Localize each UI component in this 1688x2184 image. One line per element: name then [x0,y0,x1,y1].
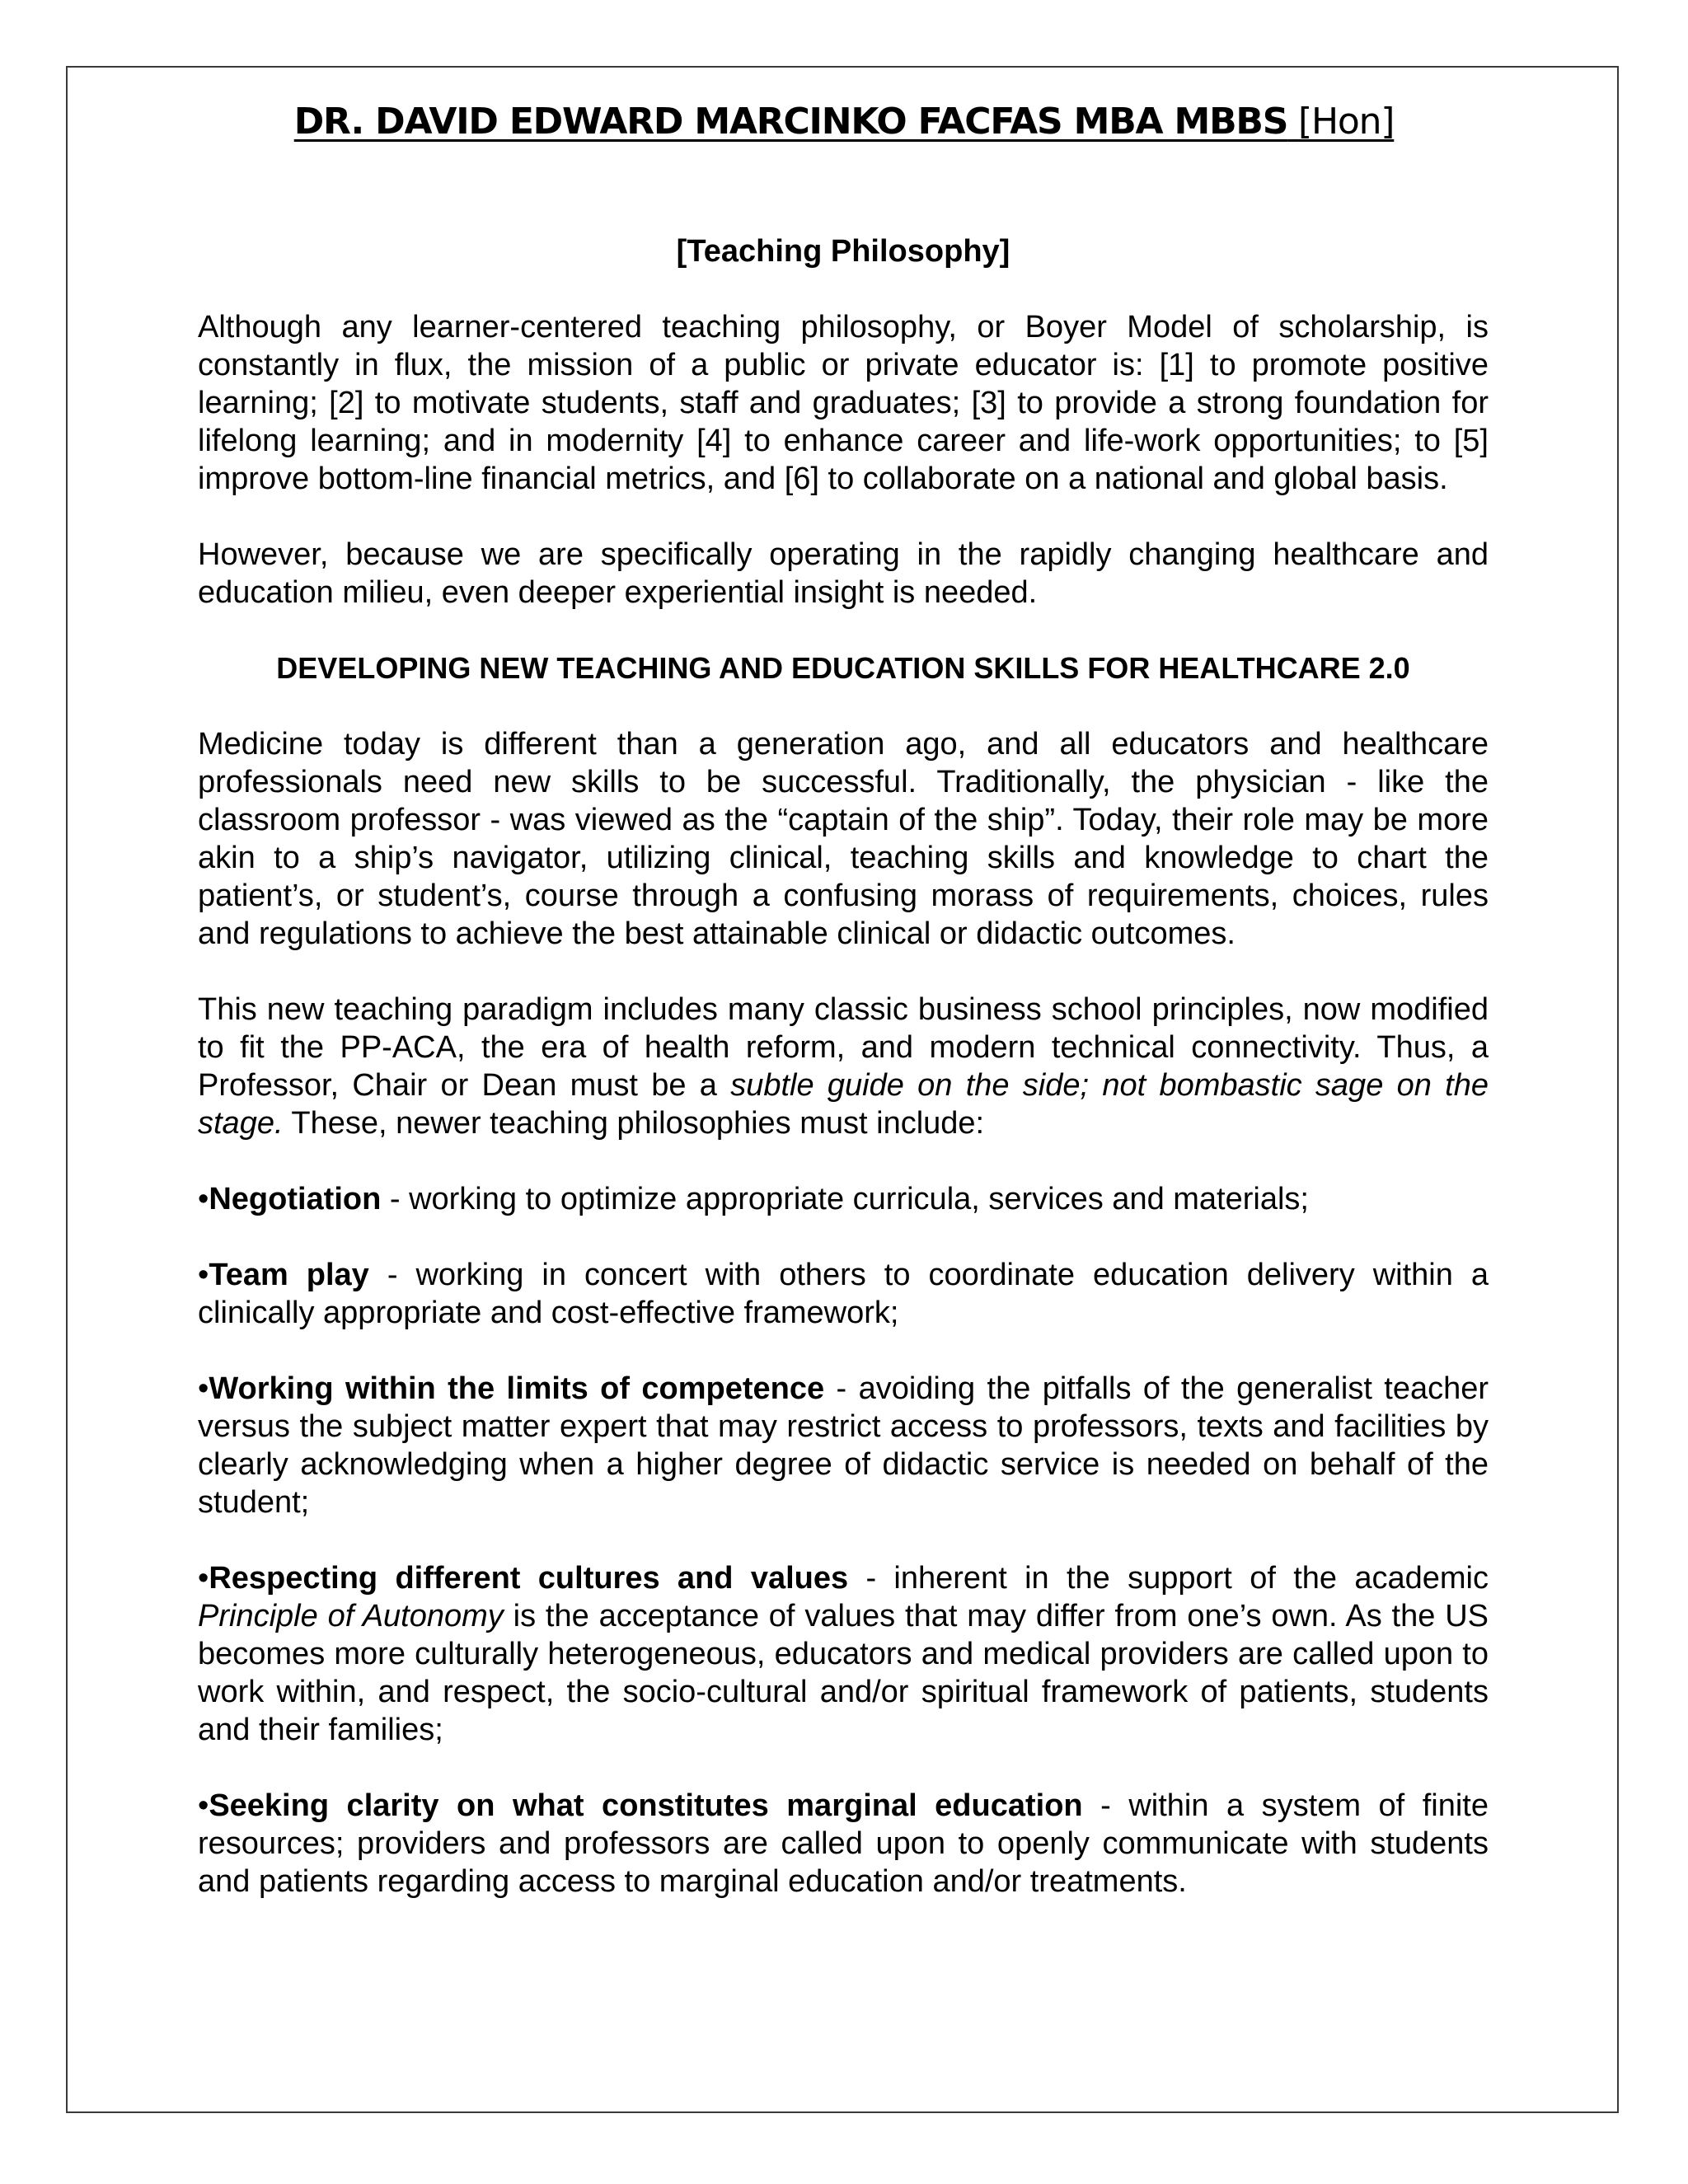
paragraph-medicine-today: Medicine today is different than a generation ago, and all educators and healthcare professionals need new skills to be successful. Traditionally, the physician - like the classroom professor - was viewed as the “captain of the ship”. Today, their role may be more akin to a ship’s navigator, utilizing clinical, teaching skills and knowledge to chart the patient’s, or student’s, course through a confusing morass of requirements, choices, rules and regulations to achieve the best attainable clinical or didactic outcomes. [198,727,1489,951]
bullet-term: Negotiation [209,1182,382,1216]
bullet-text: is the acceptance of values that may differ from one’s own. As the US becomes more culturally heterogeneous, educators and medical providers are called upon to work within, and respect, the socio-cultural and/or spiritual framework of patients, students and their families; [198,1599,1489,1747]
document-body [198,232,1489,1938]
paradigm-text-2: These, newer teaching philosophies must include: [283,1106,985,1141]
skills-heading: DEVELOPING NEW TEACHING AND EDUCATION SKILLS FOR HEALTHCARE 2.0 [276,651,1410,685]
bullet-team-play [198,1256,1489,1332]
bullet-term: Seeking clarity on what constitutes marginal education [209,1788,1083,1823]
bullet-marker: • [198,1371,209,1406]
bullet-text: - working to optimize appropriate curricula, services and materials; [381,1182,1309,1216]
title-main: DR. DAVID EDWARD MARCINKO FACFAS MBA MBBS [293,101,1288,143]
paragraph-paradigm [198,991,1489,1142]
paradigm-text-1: This new teaching paradigm includes many classic business school principles, now modified to fit the PP-ACA, the era of health reform, and modern technical connectivity. Thus, a Professor, Chair or Dean must be a [198,992,1489,1103]
bullet-text: - within a system of finite resources; providers and professors are called upon to openly communicate with students and patients regarding access to marginal education and/or treatments. [198,1788,1489,1899]
bullet-marginal-education [198,1787,1489,1900]
bullet-term: Working within the limits of competence [209,1371,825,1406]
bullet-cultures-and-values [198,1559,1489,1749]
bullet-text: - avoiding the pitfalls of the generalist teacher versus the subject matter expert that may restrict access to professors, texts and facilities by clearly acknowledging when a higher degree of didactic service is needed on behalf of the student; [198,1371,1489,1520]
bullet-term: Respecting different cultures and values [209,1561,849,1596]
document-title [0,101,1688,143]
bullet-negotiation [198,1180,1489,1218]
paradigm-italic: subtle guide on the side; not bombastic sage on the stage. [198,1068,1489,1141]
bullet-marker: • [198,1182,209,1216]
section-heading: [Teaching Philosophy] [676,234,1010,269]
bullet-marker: • [198,1561,209,1596]
paragraph-insight: However, because we are specifically operating in the rapidly changing healthcare and education milieu, even deeper experiential insight is needed. [198,537,1489,610]
bullet-text: - inherent in the support of the academic [848,1561,1489,1596]
bullet-text: - working in concert with others to coordinate education delivery within a clinically appropriate and cost-effective framework; [198,1258,1489,1330]
document-title-underlined [294,101,1395,143]
title-suffix: [Hon] [1298,101,1395,143]
paragraph-mission: Although any learner-centered teaching philosophy, or Boyer Model of scholarship, is constantly in flux, the mission of a public or private educator is: [1] to promote positive learning; [2] to motivate students, staff and graduates; [3] to provide a strong foundation for lifelong learning; and in modernity [4] to enhance career and life-work opportunities; to [5] improve bottom-line financial metrics, and [6] to collaborate on a national and global basis. [198,310,1489,496]
bullet-limits-of-competence [198,1370,1489,1521]
bullet-marker: • [198,1788,209,1823]
bullet-term: Team play [209,1258,369,1292]
bullet-italic: Principle of Autonomy [198,1599,504,1633]
bullet-marker: • [198,1258,209,1292]
